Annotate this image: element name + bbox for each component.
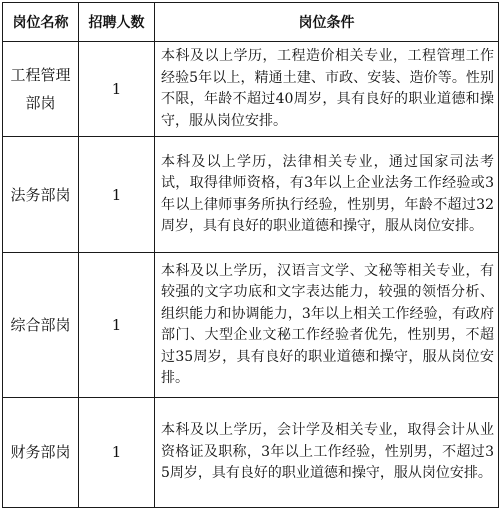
table-header-row bbox=[3, 3, 499, 42]
table-row bbox=[3, 42, 499, 137]
headcount-cell: 1 bbox=[79, 42, 155, 137]
header-position-name: 岗位名称 bbox=[3, 3, 79, 42]
table-row bbox=[3, 397, 499, 507]
table-row bbox=[3, 253, 499, 397]
headcount-cell: 1 bbox=[79, 137, 155, 253]
position-name-cell: 工程管理部岗 bbox=[3, 42, 79, 137]
header-requirements: 岗位条件 bbox=[155, 3, 499, 42]
requirements-cell: 本科及以上学历，会计学及相关专业，取得会计从业资格证及职称，3年以上工作经验，性别男，不超过35周岁，具有良好的职业道德和操守，服从岗位安排。 bbox=[155, 397, 499, 507]
job-requirements-table bbox=[2, 2, 499, 508]
position-name-cell: 财务部岗 bbox=[3, 397, 79, 507]
position-name-cell: 综合部岗 bbox=[3, 253, 79, 397]
headcount-cell: 1 bbox=[79, 397, 155, 507]
position-name-cell: 法务部岗 bbox=[3, 137, 79, 253]
headcount-cell: 1 bbox=[79, 253, 155, 397]
requirements-cell: 本科及以上学历，汉语言文学、文秘等相关专业，有较强的文字功底和文字表达能力，较强的领悟分析、组织能力和协调能力，3年以上相关工作经验，有政府部门、大型企业文秘工作经验者优先，性别男，不超过35周岁，具有良好的职业道德和操守，服从岗位安排。 bbox=[155, 253, 499, 397]
table-row bbox=[3, 137, 499, 253]
requirements-cell: 本科及以上学历，工程造价相关专业，工程管理工作经验5年以上，精通土建、市政、安装、造价等。性别不限，年龄不超过40周岁，具有良好的职业道德和操守，服从岗位安排。 bbox=[155, 42, 499, 137]
requirements-cell: 本科及以上学历，法律相关专业，通过国家司法考试，取得律师资格，有3年以上企业法务工作经验或3年以上律师事务所执行经验，性别男，年龄不超过32周岁，具有良好的职业道德和操守，服从岗位安排。 bbox=[155, 137, 499, 253]
header-headcount: 招聘人数 bbox=[79, 3, 155, 42]
